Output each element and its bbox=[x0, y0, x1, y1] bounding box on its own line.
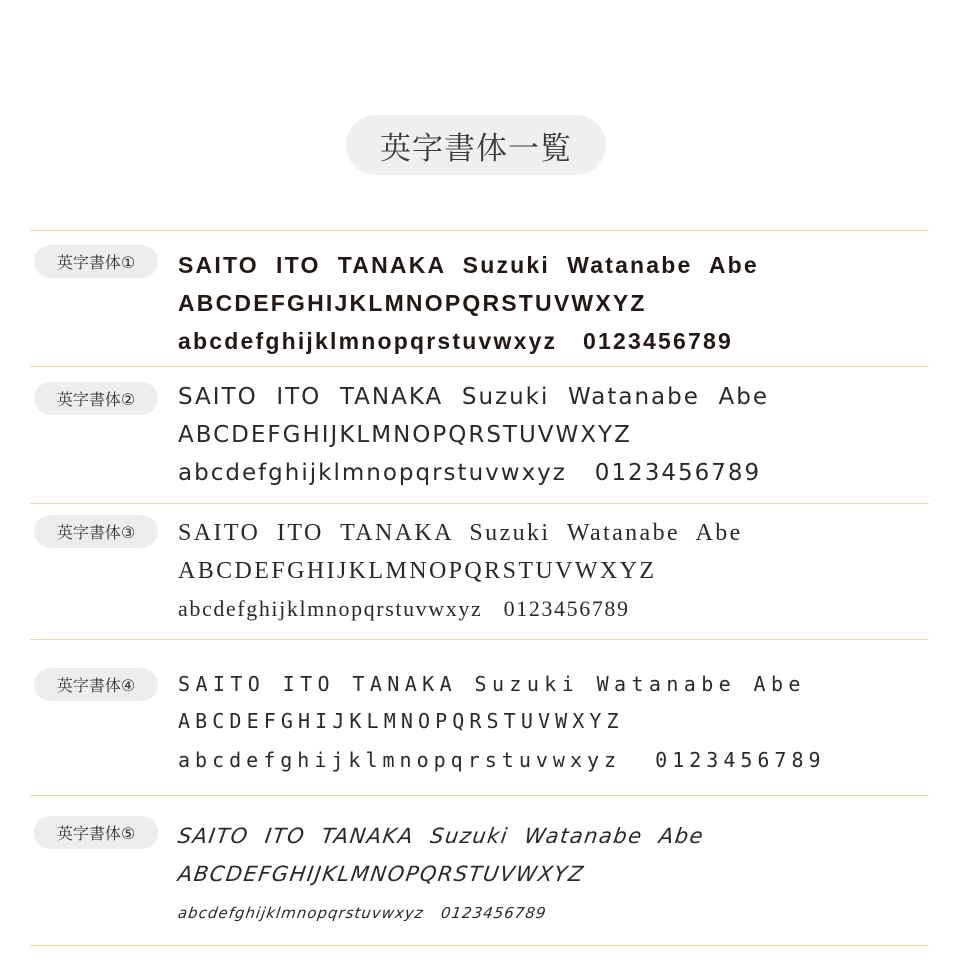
divider bbox=[30, 366, 929, 367]
font-4-sample-names: SAITO ITO TANAKA Suzuki Watanabe Abe bbox=[178, 672, 806, 696]
font-5-sample-lowercase-digits: abcdefghijklmnopqrstuvwxyz 0123456789 bbox=[176, 904, 548, 922]
font-label-3: 英字書体③ bbox=[34, 515, 158, 548]
font-5-sample-names: SAITO ITO TANAKA Suzuki Watanabe Abe bbox=[176, 824, 706, 848]
font-2-sample-lowercase-digits: abcdefghijklmnopqrstuvwxyz 0123456789 bbox=[178, 460, 762, 486]
font-4-sample-lowercase-digits: abcdefghijklmnopqrstuvwxyz 0123456789 bbox=[178, 748, 826, 772]
font-1-sample-uppercase: ABCDEFGHIJKLMNOPQRSTUVWXYZ bbox=[178, 290, 647, 316]
font-2-sample-names: SAITO ITO TANAKA Suzuki Watanabe Abe bbox=[178, 384, 770, 410]
font-label-4: 英字書体④ bbox=[34, 668, 158, 701]
font-4-sample-uppercase: ABCDEFGHIJKLMNOPQRSTUVWXYZ bbox=[178, 709, 624, 733]
font-2-sample-uppercase: ABCDEFGHIJKLMNOPQRSTUVWXYZ bbox=[178, 422, 632, 448]
divider bbox=[30, 639, 929, 640]
divider bbox=[30, 795, 929, 796]
font-label-1: 英字書体① bbox=[34, 245, 158, 278]
page-title: 英字書体一覧 bbox=[346, 115, 606, 175]
font-label-5: 英字書体⑤ bbox=[34, 816, 158, 849]
divider bbox=[30, 503, 929, 504]
divider bbox=[30, 945, 929, 946]
font-3-sample-lowercase-digits: abcdefghijklmnopqrstuvwxyz 0123456789 bbox=[178, 596, 630, 621]
font-3-sample-uppercase: ABCDEFGHIJKLMNOPQRSTUVWXYZ bbox=[178, 558, 657, 584]
font-1-sample-lowercase-digits: abcdefghijklmnopqrstuvwxyz 0123456789 bbox=[178, 328, 733, 354]
font-5-sample-uppercase: ABCDEFGHIJKLMNOPQRSTUVWXYZ bbox=[176, 862, 587, 886]
font-label-2: 英字書体② bbox=[34, 382, 158, 415]
font-1-sample-names: SAITO ITO TANAKA Suzuki Watanabe Abe bbox=[178, 252, 759, 278]
divider bbox=[30, 230, 929, 231]
font-3-sample-names: SAITO ITO TANAKA Suzuki Watanabe Abe bbox=[178, 520, 743, 546]
